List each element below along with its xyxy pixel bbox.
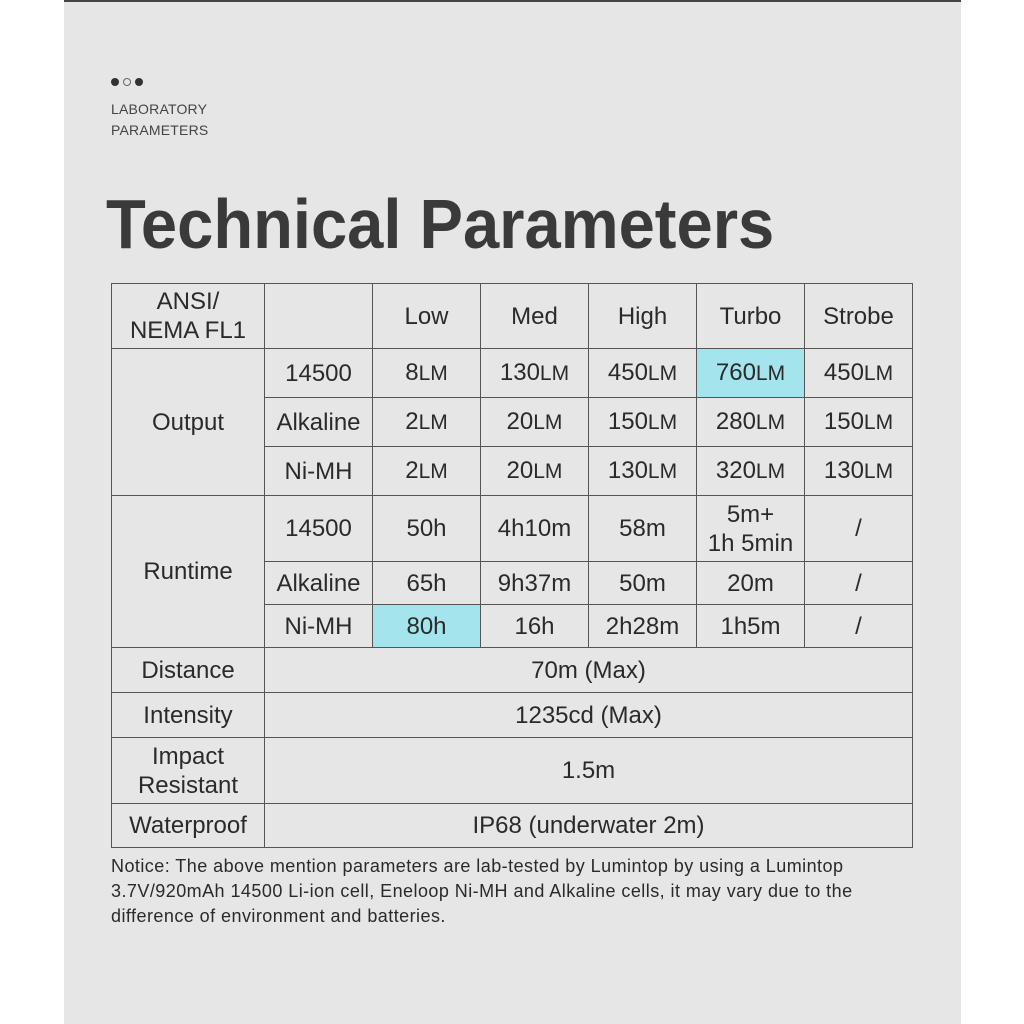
page-title: Technical Parameters	[106, 185, 775, 263]
value-cell: 4h10m	[481, 496, 589, 562]
table-row	[112, 804, 913, 848]
value-cell: 50h	[373, 496, 481, 562]
distance-value: 70m (Max)	[265, 648, 913, 693]
dot-hollow	[123, 78, 131, 86]
value-cell: 450LM	[589, 349, 697, 398]
mode-header: High	[589, 284, 697, 349]
pagination-dots	[111, 78, 143, 86]
value-cell: 20LM	[481, 447, 589, 496]
value-cell: 130LM	[805, 447, 913, 496]
value-cell: 2LM	[373, 398, 481, 447]
value-cell: 320LM	[697, 447, 805, 496]
section-label	[111, 99, 208, 141]
value-cell: 8LM	[373, 349, 481, 398]
value-cell: 20LM	[481, 398, 589, 447]
value-cell: 2LM	[373, 447, 481, 496]
value-cell: 130LM	[589, 447, 697, 496]
mode-header: Med	[481, 284, 589, 349]
runtime-label: Runtime	[112, 496, 265, 648]
waterproof-value: IP68 (underwater 2m)	[265, 804, 913, 848]
corner-cell: ANSI/ NEMA FL1	[112, 284, 265, 349]
battery-cell: Ni-MH	[265, 605, 373, 648]
value-cell: 150LM	[589, 398, 697, 447]
table-row	[112, 496, 913, 562]
spec-table	[111, 283, 913, 848]
value-cell: 130LM	[481, 349, 589, 398]
value-cell: 280LM	[697, 398, 805, 447]
value-cell: 65h	[373, 562, 481, 605]
table-row	[112, 648, 913, 693]
value-cell: /	[805, 496, 913, 562]
battery-cell: 14500	[265, 496, 373, 562]
dot-filled	[135, 78, 143, 86]
value-cell: 1h5m	[697, 605, 805, 648]
value-cell: 150LM	[805, 398, 913, 447]
empty-cell	[265, 284, 373, 349]
table-row	[112, 738, 913, 804]
impact-label: Impact Resistant	[112, 738, 265, 804]
mode-header: Turbo	[697, 284, 805, 349]
intensity-value: 1235cd (Max)	[265, 693, 913, 738]
value-cell: 5m+ 1h 5min	[697, 496, 805, 562]
waterproof-label: Waterproof	[112, 804, 265, 848]
battery-cell: Ni-MH	[265, 447, 373, 496]
table-row	[112, 349, 913, 398]
value-cell: 9h37m	[481, 562, 589, 605]
table-header-row	[112, 284, 913, 349]
table-row	[112, 693, 913, 738]
value-cell: 20m	[697, 562, 805, 605]
value-cell: 2h28m	[589, 605, 697, 648]
dot-filled	[111, 78, 119, 86]
value-cell: /	[805, 562, 913, 605]
value-cell: 50m	[589, 562, 697, 605]
value-cell: 58m	[589, 496, 697, 562]
value-cell: 450LM	[805, 349, 913, 398]
battery-cell: Alkaline	[265, 398, 373, 447]
battery-cell: 14500	[265, 349, 373, 398]
value-cell: /	[805, 605, 913, 648]
distance-label: Distance	[112, 648, 265, 693]
notice-text: Notice: The above mention parameters are lab-tested by Lumintop by using a Lumintop 3.7V/920mAh 14500 Li-ion cell, Eneloop Ni-MH and Alkaline cells, it may vary due to the difference of environment and batteries.	[111, 856, 853, 926]
value-cell-highlight: 80h	[373, 605, 481, 648]
mode-header: Low	[373, 284, 481, 349]
impact-value: 1.5m	[265, 738, 913, 804]
mode-header: Strobe	[805, 284, 913, 349]
value-cell-highlight: 760LM	[697, 349, 805, 398]
intensity-label: Intensity	[112, 693, 265, 738]
battery-cell: Alkaline	[265, 562, 373, 605]
section-label-line1: LABORATORY	[111, 101, 208, 117]
top-rule	[64, 0, 961, 2]
section-label-line2: PARAMETERS	[111, 122, 209, 138]
output-label: Output	[112, 349, 265, 496]
value-cell: 16h	[481, 605, 589, 648]
